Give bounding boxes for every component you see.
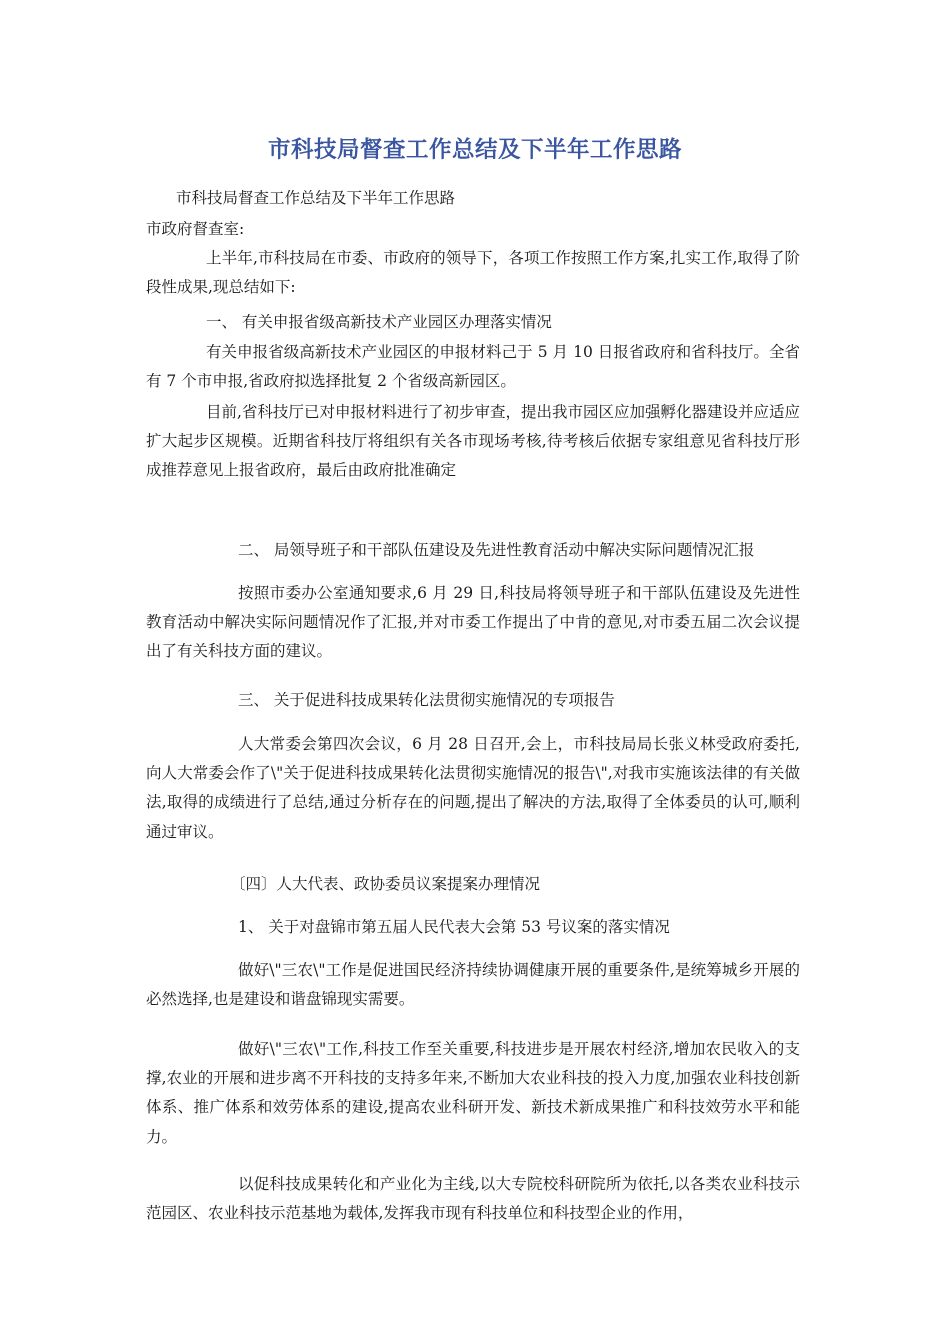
section-3-paragraph-1: 人大常委会第四次会议，6 月 28 日召开,会上，市科技局局长张义林受政府委托,向人大常委会作了\"关于促进科技成果转化法贯彻实施情况的报告\",对我市实施该法律的有关做法,取得的成绩进行了总结,通过分析存在的问题,提出了解决的方法,取得了全体委员的认可,顺利通过审议。 <box>146 735 800 841</box>
section-1-heading: 一、 有关申报省级高新技术产业园区办理落实情况 <box>206 313 552 331</box>
document-title: 市科技局督查工作总结及下半年工作思路 <box>267 137 682 163</box>
addressee: 市政府督查室: <box>146 220 245 238</box>
section-2-heading: 二、 局领导班子和干部队伍建设及先进性教育活动中解决实际问题情况汇报 <box>238 541 755 559</box>
section-4-paragraph-3: 以促科技成果转化和产业化为主线,以大专院校科研院所为依托,以各类农业科技示范园区、农业科技示范基地为载体,发挥我市现有科技单位和科技型企业的作用， <box>146 1175 800 1223</box>
section-2-paragraph-1: 按照市委办公室通知要求,6 月 29 日,科技局将领导班子和干部队伍建设及先进性教育活动中解决实际问题情况作了汇报,并对市委工作提出了中肯的意见,对市委五届二次会议提出了有关科技方面的建议。 <box>146 584 800 661</box>
section-3-heading: 三、 关于促进科技成果转化法贯彻实施情况的专项报告 <box>238 691 615 709</box>
section-4-paragraph-1: 做好\"三农\"工作是促进国民经济持续协调健康开展的重要条件,是统筹城乡开展的必然选择,也是建设和谐盘锦现实需要。 <box>146 961 800 1009</box>
section-1-paragraph-1: 有关申报省级高新技术产业园区的申报材料己于 5 月 10 日报省政府和省科技厅。全省有 7 个市申报,省政府拟选择批复 2 个省级高新园区。 <box>146 343 800 391</box>
intro-paragraph: 上半年,市科技局在市委、市政府的领导下，各项工作按照工作方案,扎实工作,取得了阶段性成果,现总结如下: <box>146 249 800 297</box>
section-1-paragraph-2: 目前,省科技厅已对申报材料进行了初步审查，提出我市园区应加强孵化器建设并应适应扩大起步区规模。近期省科技厅将组织有关各市现场考核,待考核后依据专家组意见省科技厅形成推荐意见上报省政府，最后由政府批准确定 <box>146 403 800 480</box>
section-4-subheading-1: 1、 关于对盘锦市第五届人民代表大会第 53 号议案的落实情况 <box>238 918 670 936</box>
section-4-paragraph-2: 做好\"三农\"工作,科技工作至关重要,科技进步是开展农村经济,增加农民收入的支撑,农业的开展和进步离不开科技的支持多年来,不断加大农业科技的投入力度,加强农业科技创新体系、推广体系和效劳体系的建设,提高农业科研开发、新技术新成果推广和科技效劳水平和能力。 <box>146 1040 800 1146</box>
section-4-heading: 〔四〕人大代表、政协委员议案提案办理情况 <box>230 875 541 893</box>
document-subtitle: 市科技局督查工作总结及下半年工作思路 <box>176 189 456 207</box>
